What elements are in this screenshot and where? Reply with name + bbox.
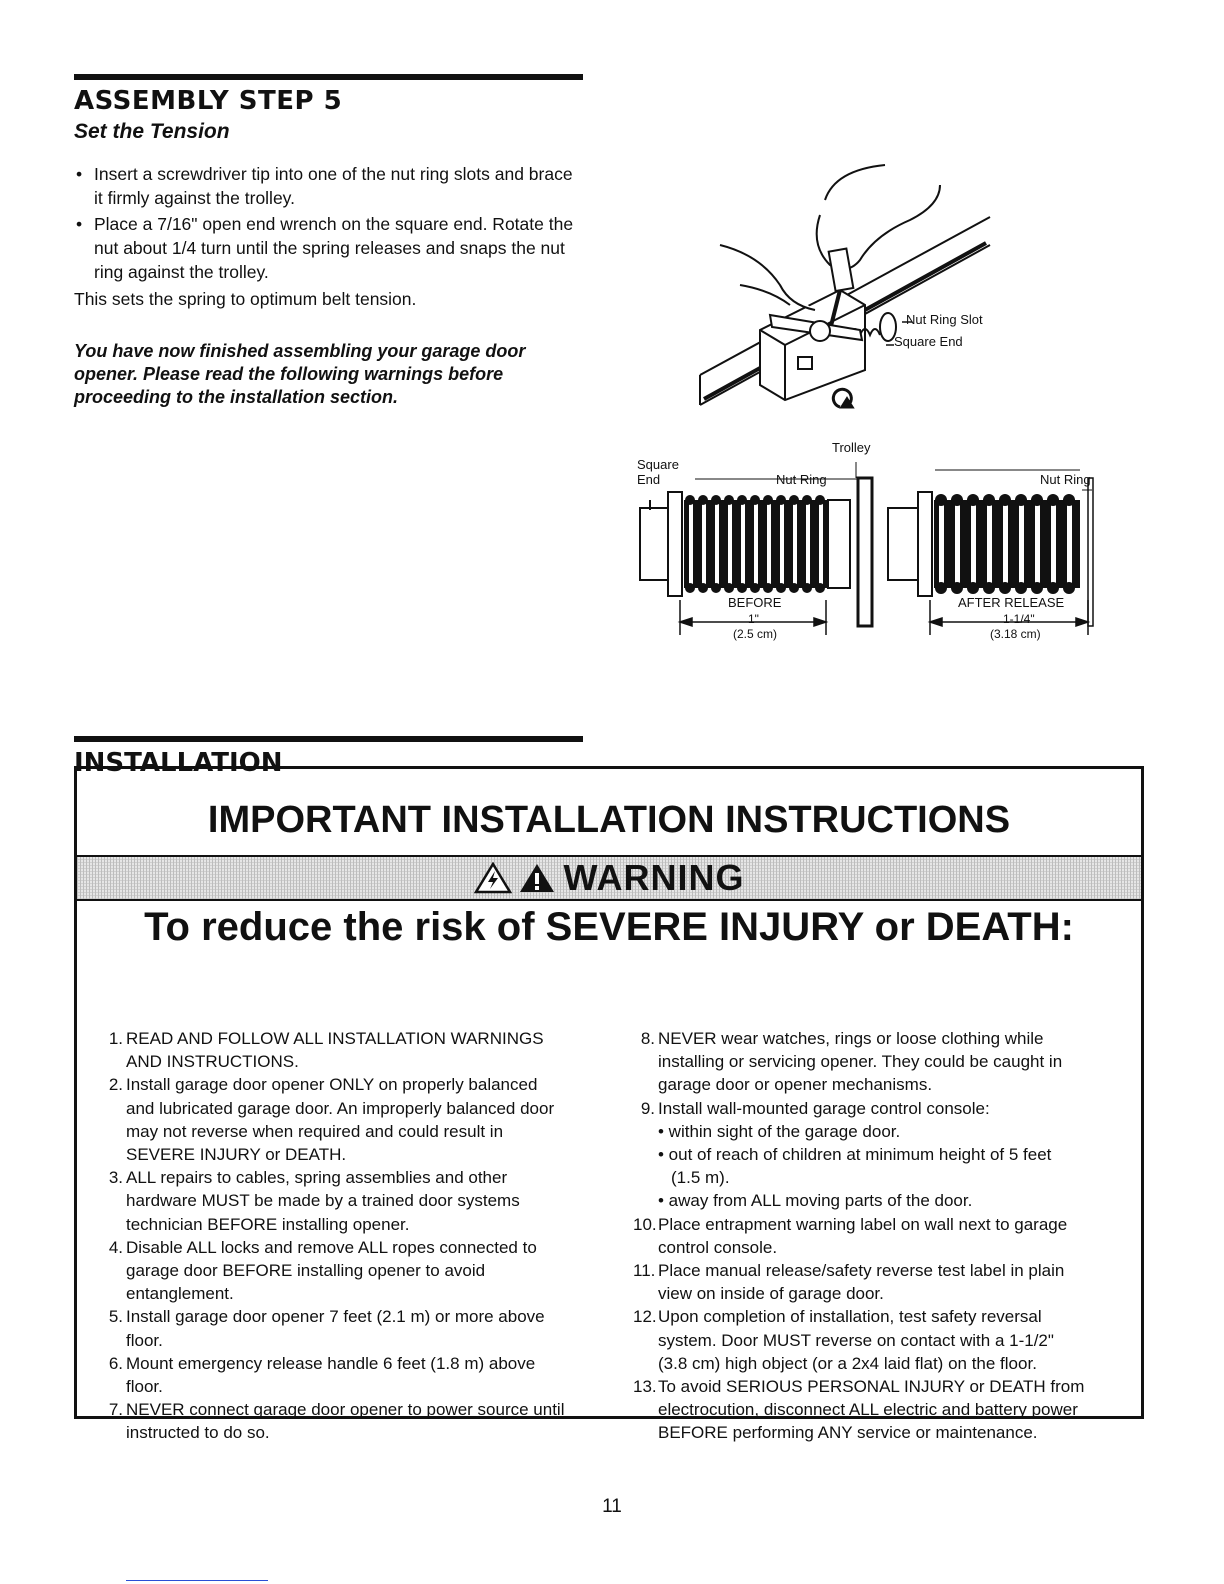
warning-label: WARNING	[563, 857, 745, 898]
dim-after-cm: (3.18 cm)	[990, 627, 1041, 641]
instruction-item-10: 10. Place entrapment warning label on wall next to garage control console.	[633, 1214, 1068, 1257]
dim-after: 1-1/4"	[1003, 612, 1035, 626]
assembly-subheading: Set the Tension	[74, 120, 230, 143]
instruction-item-5: 5. Install garage door opener 7 feet (2.1 m) or more above floor.	[108, 1307, 545, 1350]
risk-heading: To reduce the risk of SEVERE INJURY or DEATH:	[144, 905, 1074, 949]
assembly-complete-note: You have now finished assembling your garage door opener. Please read the following warnings before proceeding to the installation section.	[74, 341, 526, 407]
electrical-hazard-icon	[474, 862, 512, 894]
hand-screwdriver-drawing	[817, 165, 940, 330]
label-square: Square	[637, 457, 679, 472]
warning-alert-icon	[518, 862, 556, 894]
assembly-bullet-list	[74, 162, 584, 286]
warning-band	[77, 855, 1141, 901]
label-after-release: AFTER RELEASE	[958, 595, 1065, 610]
footer-line	[126, 1580, 268, 1581]
important-instructions-box	[74, 766, 1144, 1443]
instructions-right-column	[633, 1027, 1133, 1445]
instructions-left-column	[101, 1027, 601, 1445]
instruction-item-11: 11. Place manual release/safety reverse test label in plain view on inside of garage door.	[633, 1261, 1065, 1304]
instruction-item-9: 9. Install wall-mounted garage control console: • within sight of the garage door. • out of reach of children at minimum height of 5 feet (1.5 m). • away from ALL moving parts of the door.	[640, 1098, 1052, 1211]
label-nut-ring-right: Nut Ring	[1040, 472, 1091, 487]
top-rule	[74, 74, 583, 80]
label-before: BEFORE	[728, 595, 782, 610]
instruction-item-8: 8. NEVER wear watches, rings or loose clothing while installing or servicing opener. They could be caught in garage door or opener mechanisms.	[640, 1029, 1063, 1095]
tension-summary: This sets the spring to optimum belt tension.	[74, 289, 417, 309]
assembly-step-heading: ASSEMBLY STEP 5	[74, 86, 343, 116]
instruction-item-3: 3. ALL repairs to cables, spring assemblies and other hardware MUST be made by a trained door systems technician BEFORE installing opener.	[108, 1168, 520, 1234]
tension-illustration	[690, 155, 1010, 440]
label-trolley: Trolley	[832, 440, 871, 455]
installation-heading: INSTALLATION	[74, 748, 283, 778]
instruction-item-7: 7. NEVER connect garage door opener to power source until instructed to do so.	[108, 1400, 565, 1443]
instruction-item-12: 12. Upon completion of installation, test safety reversal system. Door MUST reverse on contact with a 1-1/2" (3.8 cm) high object (or a 2x4 laid flat) on the floor.	[633, 1307, 1054, 1373]
rotation-arrow-icon	[833, 389, 852, 407]
assembly-bullet-2: • Place a 7/16" open end wrench on the square end. Rotate the nut about 1/4 turn until the spring releases and snaps the nut ring against the trolley.	[74, 212, 584, 284]
assembly-bullet-1: • Insert a screwdriver tip into one of the nut ring slots and brace it firmly against the trolley.	[74, 162, 584, 210]
label-end: End	[637, 472, 661, 487]
instruction-item-13: 13. To avoid SERIOUS PERSONAL INJURY or DEATH from electrocution, disconnect ALL electric and battery power BEFORE performing ANY service or maintenance.	[633, 1377, 1085, 1443]
installation-rule	[74, 736, 583, 742]
dim-before-cm: (2.5 cm)	[733, 627, 778, 641]
callout-nut-ring-slot: Nut Ring Slot	[906, 312, 983, 327]
trolley-drawing	[760, 290, 865, 400]
instruction-item-4: 4. Disable ALL locks and remove ALL ropes connected to garage door BEFORE installing opener to avoid entanglement.	[108, 1237, 537, 1304]
instruction-item-6: 6. Mount emergency release handle 6 feet (1.8 m) above floor.	[108, 1353, 536, 1397]
instruction-item-2: 2. Install garage door opener ONLY on properly balanced and lubricated garage door. An improperly balanced door may not reverse when required and could result in SEVERE INJURY or DEATH.	[108, 1075, 555, 1165]
instruction-item-1: 1. READ AND FOLLOW ALL INSTALLATION WARNINGS AND INSTRUCTIONS.	[108, 1029, 544, 1072]
box-title: IMPORTANT INSTALLATION INSTRUCTIONS	[207, 799, 1011, 841]
callout-square-end: Square End	[894, 334, 963, 349]
label-nut-ring-left: Nut Ring	[776, 472, 827, 487]
dim-before: 1"	[748, 612, 759, 626]
page-number: 11	[602, 1496, 622, 1517]
